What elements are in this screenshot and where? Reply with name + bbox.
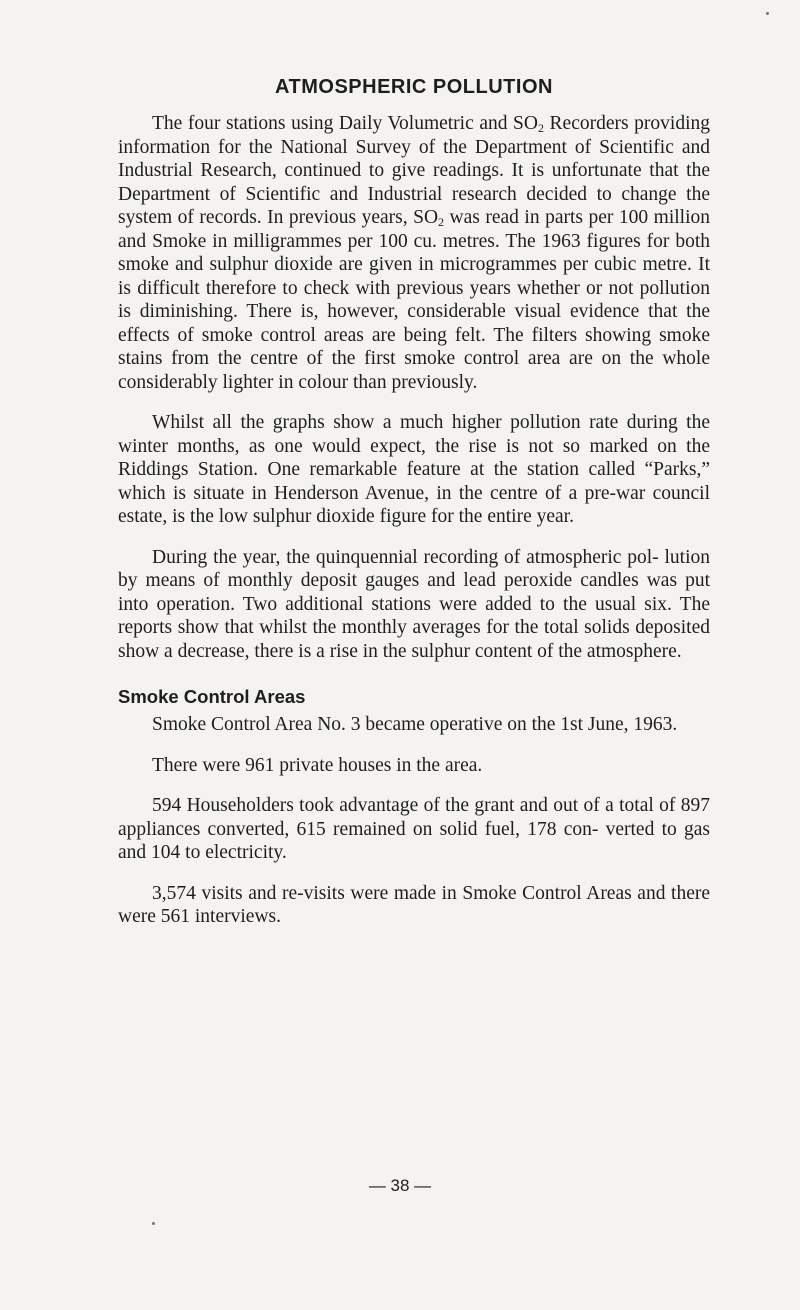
page-number: — 38 — <box>368 1176 432 1195</box>
scan-speck <box>152 1222 155 1225</box>
paragraph-private-houses: There were 961 private houses in the area. <box>152 754 483 776</box>
paragraph-graphs: Whilst all the graphs show a much higher pollution rate during the winter months, as one would expect, the rise is not so marked on the Riddings Station. One remarkable feature at the station called “Parks,” which is situate in Henderson Avenue, in the centre of a pre-war council estate, is the low sulphur dioxide figure for the entire year. <box>118 412 710 527</box>
paragraph-stations-part-a: The four stations using Daily Volumetric and SO <box>152 113 538 134</box>
scan-speck <box>766 12 769 15</box>
page-title: ATMOSPHERIC POLLUTION <box>275 76 553 98</box>
document-page <box>118 72 710 946</box>
paragraph-stations <box>118 112 710 394</box>
subscript-2: 2 <box>537 121 544 135</box>
paragraph-visits: 3,574 visits and re-visits were made in Smoke Control Areas and there were 561 interviews. <box>118 882 710 927</box>
paragraph-stations-part-b: Recorders providing information for the National Survey of the Department of Scientific and Industrial Research, continued to give readings. It is unfortunate that the Department of Scientific and Industrial research decided to change the system of records. In previous years, SO <box>118 113 710 228</box>
subscript-2: 2 <box>438 215 445 229</box>
section-heading-smoke-control: Smoke Control Areas <box>118 686 306 707</box>
paragraph-householders: 594 Householders took advantage of the grant and out of a total of 897 appliances converted, 615 remained on solid fuel, 178 con- verted to gas and 104 to electricity. <box>118 795 710 863</box>
paragraph-stations-part-c: was read in parts per 100 million and Smoke in milligrammes per 100 cu. metres. The 1963 figures for both smoke and sulphur dioxide are given in microgrammes per cubic metre. It is difficult therefore to check with previous years whether or not pollution is diminishing. There is, however, considerable visual evidence that the effects of smoke control areas are being felt. The filters showing smoke stains from the centre of the first smoke control area are on the whole considerably lighter in colour than previously. <box>118 207 710 393</box>
paragraph-area-operative: Smoke Control Area No. 3 became operative on the 1st June, 1963. <box>152 714 678 735</box>
paragraph-quinquennial: During the year, the quinquennial recording of atmospheric pol- lution by means of monthly deposit gauges and lead peroxide candles was put into operation. Two additional stations were added to the usual six. The reports show that whilst the monthly averages for the total solids deposited show a decrease, there is a rise in the sulphur content of the atmosphere. <box>118 546 710 662</box>
